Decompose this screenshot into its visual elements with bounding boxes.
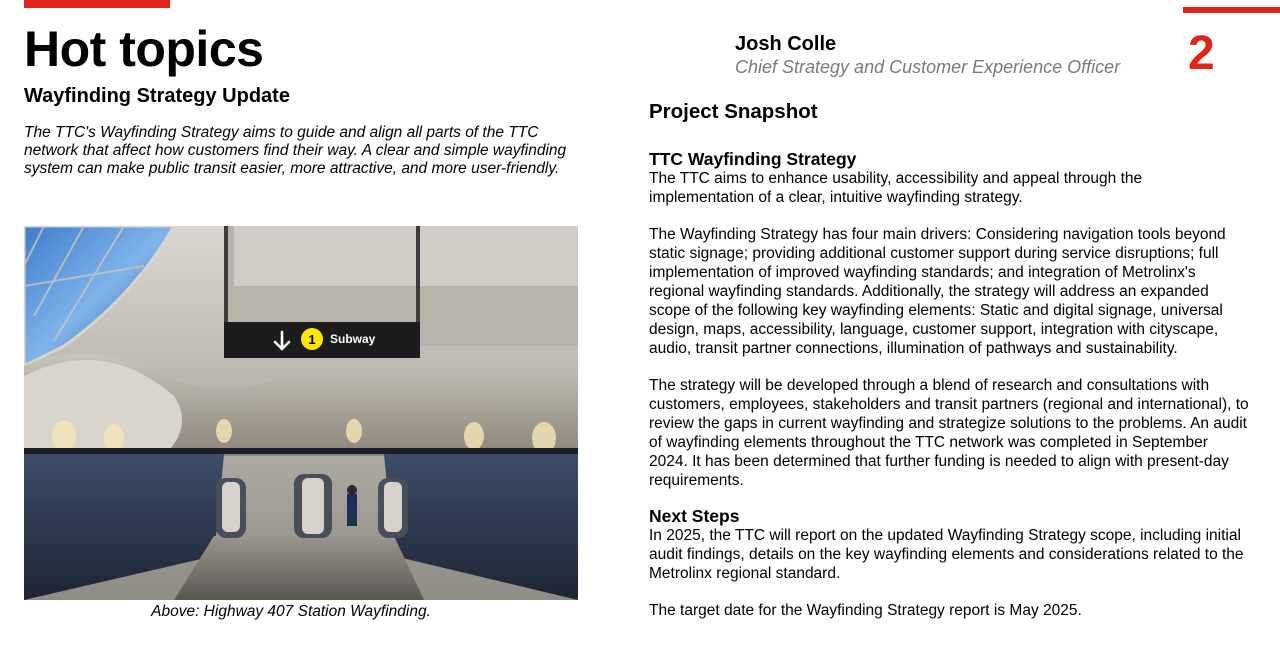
author-role: Chief Strategy and Customer Experience Officer — [735, 57, 1121, 77]
page-title: Hot topics — [24, 21, 264, 77]
paragraph: The TTC aims to enhance usability, accessibility and appeal through the implementation of a clear, intuitive wayfinding strategy. — [649, 170, 1143, 206]
paragraph: In 2025, the TTC will report on the updated Wayfinding Strategy scope, including initial audit findings, details on the key wayfinding elements and considerations related to the Metrolinx regional standard. — [649, 527, 1244, 582]
page-subtitle: Wayfinding Strategy Update — [24, 85, 290, 107]
station-photo — [24, 226, 578, 600]
sign-line-number: 1 — [308, 332, 316, 347]
paragraph: The Wayfinding Strategy has four main drivers: Considering navigation tools beyond static signage; providing additional customer support during service disruptions; full implementation of improved wayfinding standards; and integration of Metrolinx's regional wayfinding standards. Additionally, the strategy will address an expanded scope of the following key wayfinding elements: Static and digital signage, universal design, maps, accessibility, language, customer support, integration with cityscape, audio, transit partner connections, illumination of pathways and sustainability. — [649, 226, 1226, 357]
section-heading-strategy: TTC Wayfinding Strategy — [649, 149, 857, 169]
author-name: Josh Colle — [735, 33, 837, 55]
section-heading-next-steps: Next Steps — [649, 506, 740, 526]
snapshot-heading: Project Snapshot — [649, 100, 818, 123]
page-number: 2 — [1188, 27, 1215, 80]
project-snapshot — [649, 99, 1249, 620]
accent-bar-left — [24, 0, 170, 8]
intro-text: The TTC's Wayfinding Strategy aims to guide and align all parts of the TTC network that affect how customers find their way. A clear and simple wayfinding system can make public transit easier, more attractive, and more user-friendly. — [24, 124, 567, 177]
sign-subway-label: Subway — [330, 332, 376, 346]
photo-caption: Above: Highway 407 Station Wayfinding. — [151, 603, 431, 620]
paragraph: The strategy will be developed through a blend of research and consultations with customers, employees, stakeholders and transit partners (regional and international), to review the gaps in current wayfinding and strategize solutions to the problems. An audit of wayfinding elements throughout the TTC network was completed in September 2024. It has been determined that further funding is needed to align with present-day requirements. — [649, 377, 1249, 489]
accent-bar-right — [1183, 7, 1280, 13]
paragraph: The target date for the Wayfinding Strategy report is May 2025. — [649, 602, 1082, 619]
